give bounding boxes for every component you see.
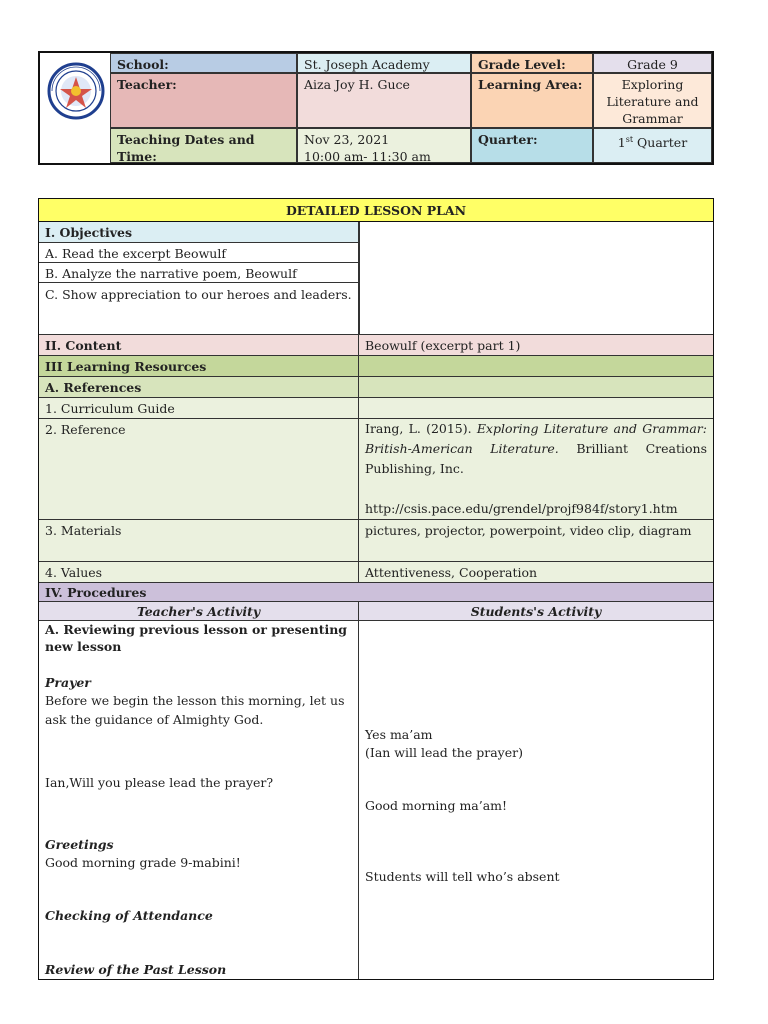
plan-title-row xyxy=(39,199,713,222)
student-yes: Yes ma’am xyxy=(365,727,433,742)
dates-line-2: 10:00 am- 11:30 am xyxy=(304,149,431,164)
content-label: II. Content xyxy=(39,335,359,355)
lesson-plan-table xyxy=(38,198,714,980)
student-col-header: Students's Activity xyxy=(470,604,602,619)
review-heading: A. Reviewing previous lesson or presenting new lesson xyxy=(45,622,348,654)
past-lesson-heading: Review of the Past Lesson xyxy=(45,962,227,977)
procedures-heading: IV. Procedures xyxy=(45,585,147,600)
objective-b: B. Analyze the narrative poem, Beowulf xyxy=(39,263,359,282)
lead-prayer-text: Ian,Will you please lead the prayer? xyxy=(45,775,274,790)
student-activity xyxy=(359,621,713,979)
reference-author: Irang, L. (2015). xyxy=(365,421,477,436)
dates-line-1: Nov 23, 2021 xyxy=(304,132,390,147)
deped-seal-logo xyxy=(40,53,110,163)
curriculum-row xyxy=(39,398,713,419)
quarter-sup: st xyxy=(625,135,634,144)
references-row xyxy=(39,377,713,398)
area-label: Learning Area: xyxy=(471,73,593,128)
quarter-value xyxy=(593,128,712,163)
resources-row xyxy=(39,356,713,377)
objective-c: C. Show appreciation to our heroes and leaders. xyxy=(39,283,359,334)
dates-value xyxy=(297,128,471,163)
procedures-row xyxy=(39,583,713,602)
reference-label: 2. Reference xyxy=(39,419,359,519)
quarter-word: Quarter xyxy=(633,135,688,151)
dates-label: Teaching Dates and Time: xyxy=(110,128,297,163)
references-label: A. References xyxy=(39,377,359,397)
attendance-heading: Checking of Attendance xyxy=(45,908,213,923)
prayer-heading: Prayer xyxy=(45,675,91,690)
teacher-value: Aiza Joy H. Guce xyxy=(297,73,471,128)
objective-c-row xyxy=(39,283,359,335)
area-value: Exploring Literature and Grammar xyxy=(593,73,712,128)
resources-heading: III Learning Resources xyxy=(39,356,359,376)
values-row xyxy=(39,562,713,583)
materials-row xyxy=(39,520,713,562)
student-morning: Good morning ma’am! xyxy=(365,798,508,813)
curriculum-label: 1. Curriculum Guide xyxy=(39,398,359,418)
grade-value: Grade 9 xyxy=(593,53,712,73)
objectives-heading: I. Objectives xyxy=(39,222,359,242)
content-row xyxy=(39,335,713,356)
greetings-heading: Greetings xyxy=(45,837,114,852)
student-ian: (Ian will lead the prayer) xyxy=(365,745,523,760)
greetings-text: Good morning grade 9-mabini! xyxy=(45,855,241,870)
procedures-body xyxy=(39,621,713,979)
reference-publisher: Brilliant Creations Publishing, Inc. xyxy=(365,441,707,476)
objectives-heading-row xyxy=(39,222,359,243)
quarter-label: Quarter: xyxy=(471,128,593,163)
materials-label: 3. Materials xyxy=(39,520,359,561)
student-absent: Students will tell who’s absent xyxy=(365,869,560,884)
materials-value: pictures, projector, powerpoint, video clip, diagram xyxy=(365,523,692,538)
reference-row xyxy=(39,419,713,520)
objective-a-row xyxy=(39,243,359,263)
reference-url: http://csis.pace.edu/grendel/projf984f/story1.htm xyxy=(365,501,678,516)
quarter-num: 1 xyxy=(617,135,626,151)
teacher-activity xyxy=(39,621,359,979)
values-label: 4. Values xyxy=(39,562,359,582)
objective-b-row xyxy=(39,263,359,283)
activity-header-row xyxy=(39,602,713,621)
values-value: Attentiveness, Cooperation xyxy=(365,565,538,580)
reference-value xyxy=(359,419,713,519)
school-label: School: xyxy=(110,53,297,73)
content-value: Beowulf (excerpt part 1) xyxy=(365,338,521,353)
plan-title: DETAILED LESSON PLAN xyxy=(285,203,467,218)
school-value: St. Joseph Academy xyxy=(297,53,471,73)
reference-title: Exploring Literature and Grammar: British-American Literature. xyxy=(365,421,707,456)
objective-a: A. Read the excerpt Beowulf xyxy=(39,243,359,262)
teacher-label: Teacher: xyxy=(110,73,297,128)
grade-label: Grade Level: xyxy=(471,53,593,73)
teacher-col-header: Teacher's Activity xyxy=(39,602,359,620)
prayer-text: Before we begin the lesson this morning, let us ask the guidance of Almighty God. xyxy=(45,693,345,727)
header-table xyxy=(38,51,714,165)
